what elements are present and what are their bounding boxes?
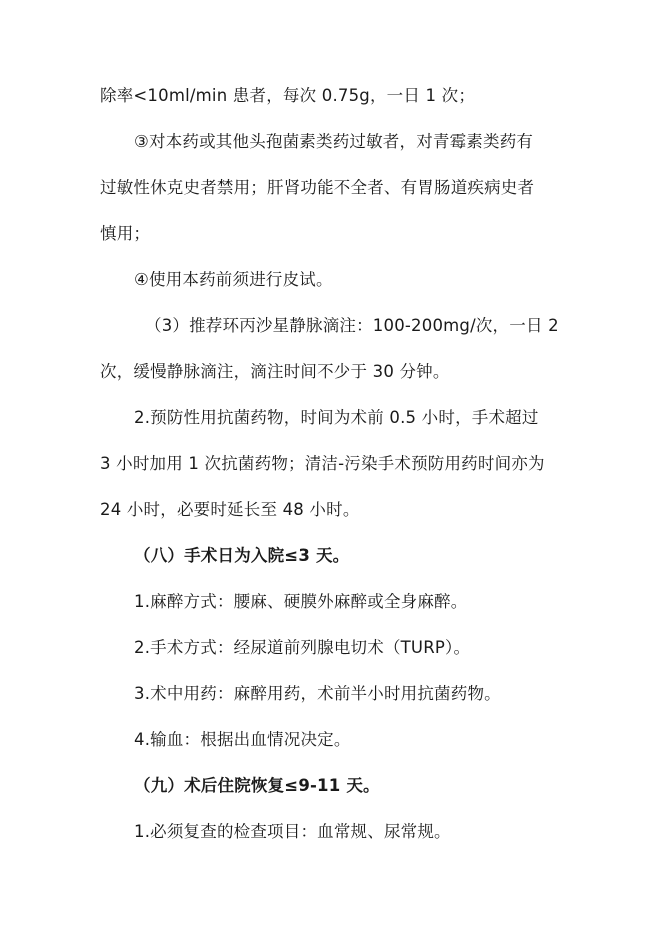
text-line-prophylaxis-2: 3 小时加用 1 次抗菌药物；清洁-污染手术预防用药时间亦为 [100,454,545,473]
text-line-ciprofloxacin-1: （3）推荐环丙沙星静脉滴注：100-200mg/次，一日 2 [145,316,559,335]
text-line-contraindication-3: 慎用； [100,224,151,243]
section-heading-surgery-day: （八）手术日为入院≤3 天。 [134,546,350,565]
text-line-dosage-renal: 除率<10ml/min 患者，每次 0.75g，一日 1 次； [100,86,476,105]
text-line-intraop-drugs: 3.术中用药：麻醉用药，术前半小时用抗菌药物。 [134,684,501,703]
text-line-contraindication-1: ③对本药或其他头孢菌素类药过敏者，对青霉素类药有 [134,132,534,151]
text-line-skin-test: ④使用本药前须进行皮试。 [134,270,333,289]
text-line-contraindication-2: 过敏性休克史者禁用；肝肾功能不全者、有胃肠道疾病史者 [100,178,535,197]
text-line-surgery-method: 2.手术方式：经尿道前列腺电切术（TURP）。 [134,638,471,657]
text-line-prophylaxis-1: 2.预防性用抗菌药物，时间为术前 0.5 小时，手术超过 [134,408,539,427]
text-line-anesthesia: 1.麻醉方式：腰麻、硬膜外麻醉或全身麻醉。 [134,592,468,611]
text-line-prophylaxis-3: 24 小时，必要时延长至 48 小时。 [100,500,360,519]
text-line-ciprofloxacin-2: 次，缓慢静脉滴注，滴注时间不少于 30 分钟。 [100,362,450,381]
text-line-transfusion: 4.输血：根据出血情况决定。 [134,730,351,749]
section-heading-postop-stay: （九）术后住院恢复≤9-11 天。 [134,776,380,795]
text-line-recheck-items: 1.必须复查的检查项目：血常规、尿常规。 [134,822,451,841]
